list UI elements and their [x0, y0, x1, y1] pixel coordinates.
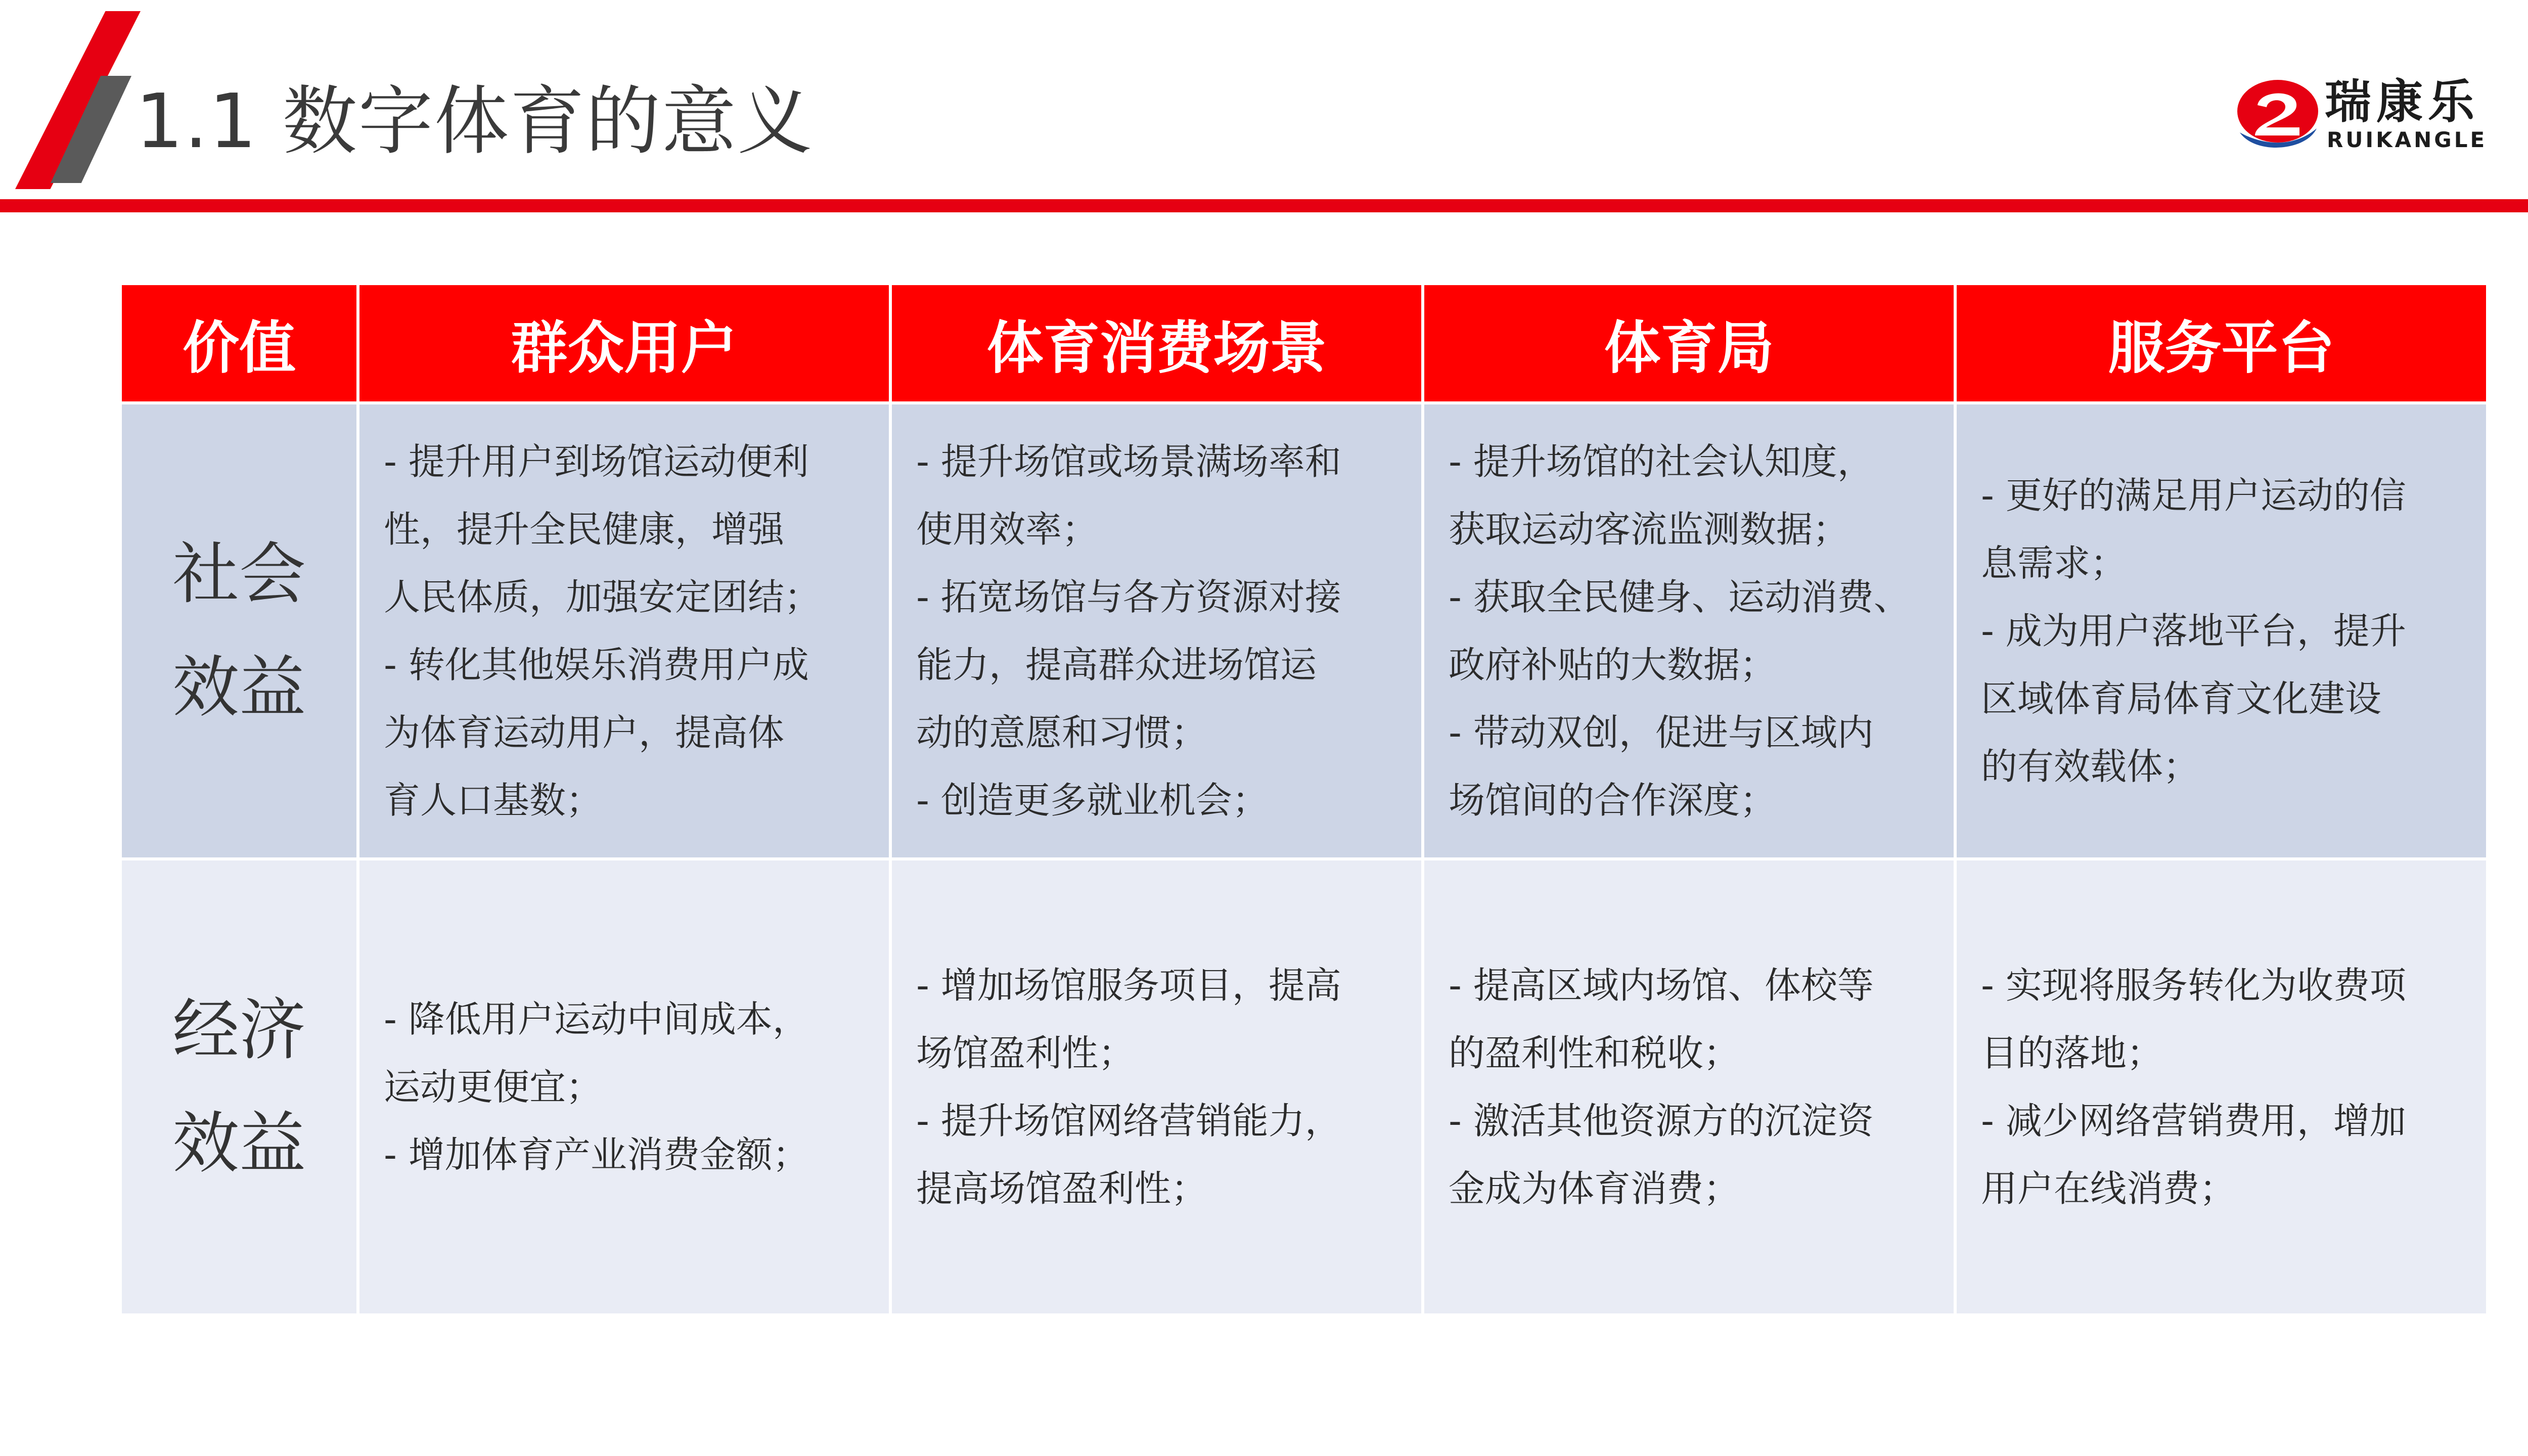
header-divider [0, 199, 2528, 212]
cell-social-service-platform: - 更好的满足用户运动的信 息需求； - 成为用户落地平台，提升 区域体育局体育文化建设 的有效载体； [1955, 403, 2488, 859]
table-header-row [120, 284, 2488, 403]
value-table [119, 282, 2489, 1316]
header-consumption-scenarios: 体育消费场景 [890, 284, 1423, 403]
cell-economic-consumption-scenarios: - 增加场馆服务项目，提高 场馆盈利性； - 提升场馆网络营销能力， 提高场馆盈利性； [890, 859, 1423, 1315]
row-label-economic-benefits: 经济 效益 [120, 859, 358, 1315]
cell-social-sports-bureau: - 提升场馆的社会认知度， 获取运动客流监测数据； - 获取全民健身、运动消费、 政府补贴的大数据； - 带动双创，促进与区域内 场馆间的合作深度； [1423, 403, 1955, 859]
company-logo [2235, 66, 2528, 162]
logo-name-cn: 瑞康乐 [2325, 75, 2480, 129]
table-row-economic-benefits [120, 859, 2488, 1315]
cell-economic-public-users: - 降低用户运动中间成本， 运动更便宜； - 增加体育产业消费金额； [358, 859, 890, 1315]
logo-name-en: RUIKANGLE [2327, 127, 2488, 152]
table-row-social-benefits [120, 403, 2488, 859]
header-service-platform: 服务平台 [1955, 284, 2488, 403]
cell-social-public-users: - 提升用户到场馆运动便利 性，提升全民健康，增强 人民体质，加强安定团结； - 转化其他娱乐消费用户成 为体育运动用户，提高体 育人口基数； [358, 403, 890, 859]
header-sports-bureau: 体育局 [1423, 284, 1955, 403]
ruikangle-logo-icon [2235, 76, 2321, 152]
cell-economic-sports-bureau: - 提高区域内场馆、体校等 的盈利性和税收； - 激活其他资源方的沉淀资 金成为体育消费； [1423, 859, 1955, 1315]
header-value: 价值 [120, 284, 358, 403]
cell-economic-service-platform: - 实现将服务转化为收费项 目的落地； - 减少网络营销费用，增加 用户在线消费； [1955, 859, 2488, 1315]
header-public-users: 群众用户 [358, 284, 890, 403]
cell-social-consumption-scenarios: - 提升场馆或场景满场率和 使用效率； - 拓宽场馆与各方资源对接 能力，提高群众进场馆运 动的意愿和习惯； - 创造更多就业机会； [890, 403, 1423, 859]
page-title: 1.1 数字体育的意义 [136, 78, 814, 165]
row-label-social-benefits: 社会 效益 [120, 403, 358, 859]
slide-header [0, 0, 2528, 212]
